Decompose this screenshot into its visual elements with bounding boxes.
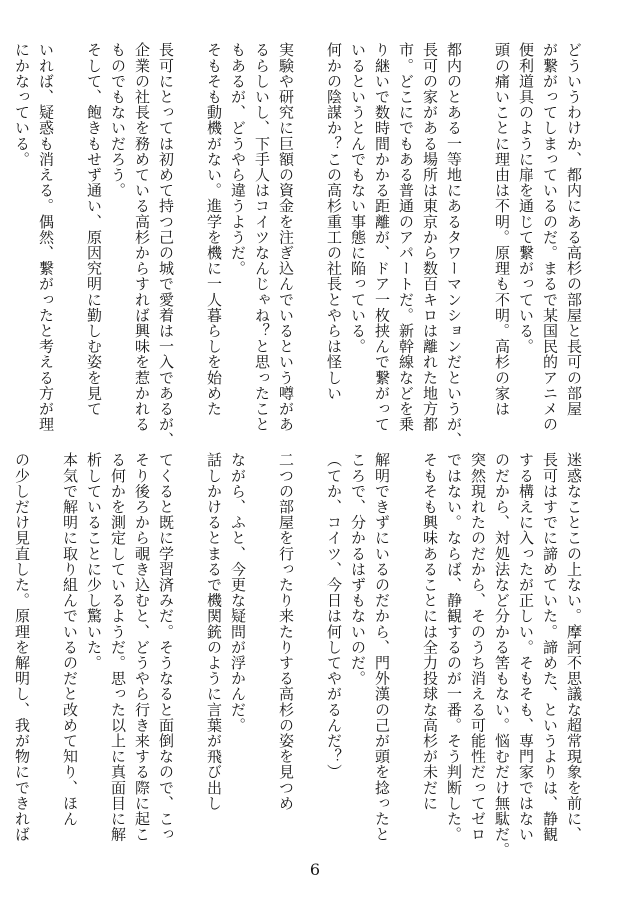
- text-line: 本気で解明に取り組んでいるのだと改めて知り、ほん: [61, 452, 79, 827]
- text-line: 解明できずにいるのだから、門外漢の己が頭を捻ったと: [373, 452, 391, 842]
- text-line: ものでもないだろう。: [109, 42, 127, 198]
- text-line: いれば、疑惑も消える。偶然、繋がったと考える方が理: [37, 42, 55, 432]
- text-line: 長可にとっては初めて持つ己の城で愛着は一入であるが、: [157, 42, 175, 448]
- text-line: 実験や研究に巨額の資金を注ぎ込んでいるという噂があ: [277, 42, 295, 432]
- text-line: 突然現れたのだから、そのうち消える可能性だってゼロ: [469, 452, 487, 842]
- text-line: るらしいし、下手人はコイツなんじゃね？と思ったこと: [253, 42, 271, 432]
- text-line: どういうわけか、都内にある高杉の部屋と長可の部屋: [565, 42, 583, 417]
- text-line: （てか、コイツ、今日は何してやがるんだ？）: [325, 452, 343, 780]
- text-line: 話しかけるとまるで機関銃のように言葉が飛び出し: [205, 452, 223, 811]
- page-number: 6: [309, 860, 321, 879]
- text-line: 頭の痛いことに理由は不明。原理も不明。高杉の家は: [493, 42, 511, 417]
- text-line: ではない。ならば、静観するのが一番。そう判断した。: [445, 452, 463, 842]
- text-line: 便利道具のように扉を通じて繋がっている。: [517, 42, 535, 354]
- lower-text-block: [13, 452, 586, 858]
- text-line: いるというとんでもない事態に陥っている。: [349, 42, 367, 354]
- text-line: 企業の社長を務めている高杉からすれば興味を惹かれる: [133, 42, 151, 432]
- text-line: り継いで数時間かかる距離が、ドア一枚挟んで繋がって: [373, 42, 391, 432]
- text-line: る何かを測定しているようだ。思った以上に真面目に解: [109, 452, 127, 842]
- text-line: にかなっている。: [13, 42, 31, 167]
- text-line: そして、飽きもせず通い、原因究明に勤しむ姿を見て: [85, 42, 103, 417]
- text-line: する構えに入ったが正しい。そもそも、専門家ではない: [517, 452, 535, 842]
- text-line: そり後ろから覗き込むと、どうやら行き来する際に起こ: [133, 452, 151, 842]
- text-line: 長可はすでに諦めていた。諦めた、というよりは、静観: [541, 452, 559, 842]
- text-line: 都内のとある一等地にあるタワーマンションだというが、: [445, 42, 463, 448]
- text-line: 迷惑なことこの上ない。摩訶不思議な超常現象を前に、: [565, 452, 583, 842]
- text-line: の少しだけ見直した。原理を解明し、我が物にできれば: [13, 452, 31, 842]
- text-line: 何かの陰謀か？この高杉重工の社長とやらは怪しい: [325, 42, 343, 401]
- text-line: ころで、分かるはずもないのだ。: [349, 452, 367, 686]
- text-line: 長可の家がある場所は東京から数百キロは離れた地方都: [421, 42, 439, 432]
- text-line: のだから、対処法など分かる筈もない。悩むだけ無駄だ。: [493, 452, 511, 858]
- text-line: そもそも動機がない。進学を機に一人暮らしを始めた: [205, 42, 223, 417]
- text-line: てくると既に学習済みだ。そうなると面倒なので、こっ: [157, 452, 175, 842]
- text-line: 市。どこにでもある普通のアパートだ。新幹線などを乗: [397, 42, 415, 432]
- text-line: 二つの部屋を行ったり来たりする高杉の姿を見つめ: [277, 452, 295, 811]
- text-line: そもそも興味あることには全力投球な高杉が未だに: [421, 452, 439, 811]
- text-line: 析していることに少し驚いた。: [85, 452, 103, 671]
- upper-text-block: [13, 42, 586, 448]
- text-line: ながら、ふと、今更な疑問が浮かんだ。: [229, 452, 247, 733]
- text-line: が繋がってしまっているのだ。まるで某国民的アニメの: [541, 42, 559, 432]
- text-line: もあるが、どうやら違うようだ。: [229, 42, 247, 276]
